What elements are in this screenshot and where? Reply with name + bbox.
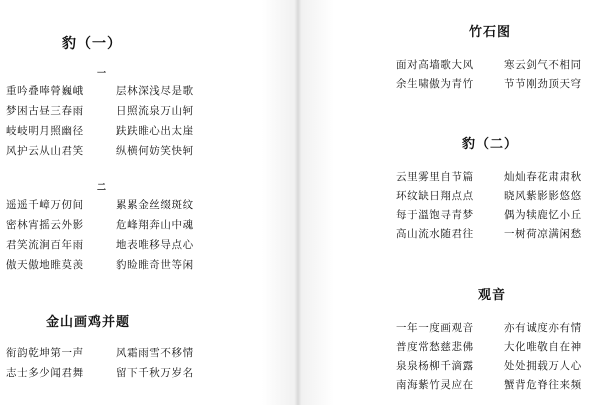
verse-line: 云里雾里自节篇 [396,171,474,183]
section-label-2: 二 [97,183,107,193]
verse-line: 南海紫竹灵应在 [396,379,474,391]
verse-line: 岐岐明月照幽径 [6,125,84,137]
verse-line: 日照流泉万山轲 [116,105,194,117]
verse-line: 一年一度画观音 [396,322,474,334]
verse-line: 晓风紫影影悠悠 [504,190,582,202]
verse-line: 风护云从山君笑 [6,145,84,157]
verse-line: 衔韵乾坤第一声 [6,347,84,359]
verse-line: 环纹缺日翔点点 [396,190,474,202]
poem-title-leopard-1: 豹（一） [62,36,122,52]
poem-title-golden-rooster: 金山画鸡并题 [46,315,131,330]
verse-line: 节节刚劲顶天穹 [504,78,582,90]
verse-line: 遥遥千嶂万仞间 [6,199,84,211]
verse-line: 累累金丝缀斑纹 [116,199,194,211]
verse-line: 灿灿春花肃肃秋 [504,171,582,183]
verse-line: 高山流水随君往 [396,228,474,240]
verse-line: 风霜雨雪不移情 [116,347,194,359]
poem-title-guanyin: 观音 [478,288,507,303]
section-label-1: 一 [97,69,107,79]
poem-title-bamboo-rock: 竹石图 [469,25,512,40]
poem-title-leopard-2: 豹（二） [462,137,519,152]
verse-line: 君笑流涧百年雨 [6,239,84,251]
verse-line: 处处拥载万人心 [504,360,582,372]
verse-line: 傲天傲地睢莫羡 [6,259,84,271]
left-page [0,0,262,405]
verse-line: 一树荷凉满闲愁 [504,228,582,240]
book-gutter [262,0,334,405]
verse-line: 密林宵摇云外影 [6,219,84,231]
verse-line: 每于溫饱寻青梦 [396,209,474,221]
verse-line: 志士多少闻君舞 [6,367,84,379]
verse-line: 寒云剑气不相同 [504,59,582,71]
verse-line: 留下千秋万岁名 [116,367,194,379]
verse-line: 重吟叠唪膋巍峨 [6,85,84,97]
verse-line: 偶为犊鹿忆小丘 [504,209,582,221]
verse-line: 纵横何妨笑快轲 [116,145,194,157]
verse-line: 亦有诚度亦有情 [504,322,582,334]
verse-line: 梦困古昼三春雨 [6,105,84,117]
verse-line: 余生啸傲为青竹 [396,78,474,90]
verse-line: 趺趺睢心出太崖 [116,125,194,137]
verse-line: 大化唯敬自在神 [504,341,582,353]
verse-line: 面对高墙歌大风 [396,59,474,71]
right-page [334,0,600,405]
verse-line: 蟹背危脊往来频 [504,379,582,391]
verse-line: 普度常愁慈悲佛 [396,341,474,353]
verse-line: 层林深浅尽是歌 [116,85,194,97]
verse-line: 泉泉杨柳千滴露 [396,360,474,372]
verse-line: 危峰翔奔山中魂 [116,219,194,231]
verse-line: 地表唯移导点心 [116,239,194,251]
verse-line: 豹睑睢奇世等闲 [116,259,194,271]
